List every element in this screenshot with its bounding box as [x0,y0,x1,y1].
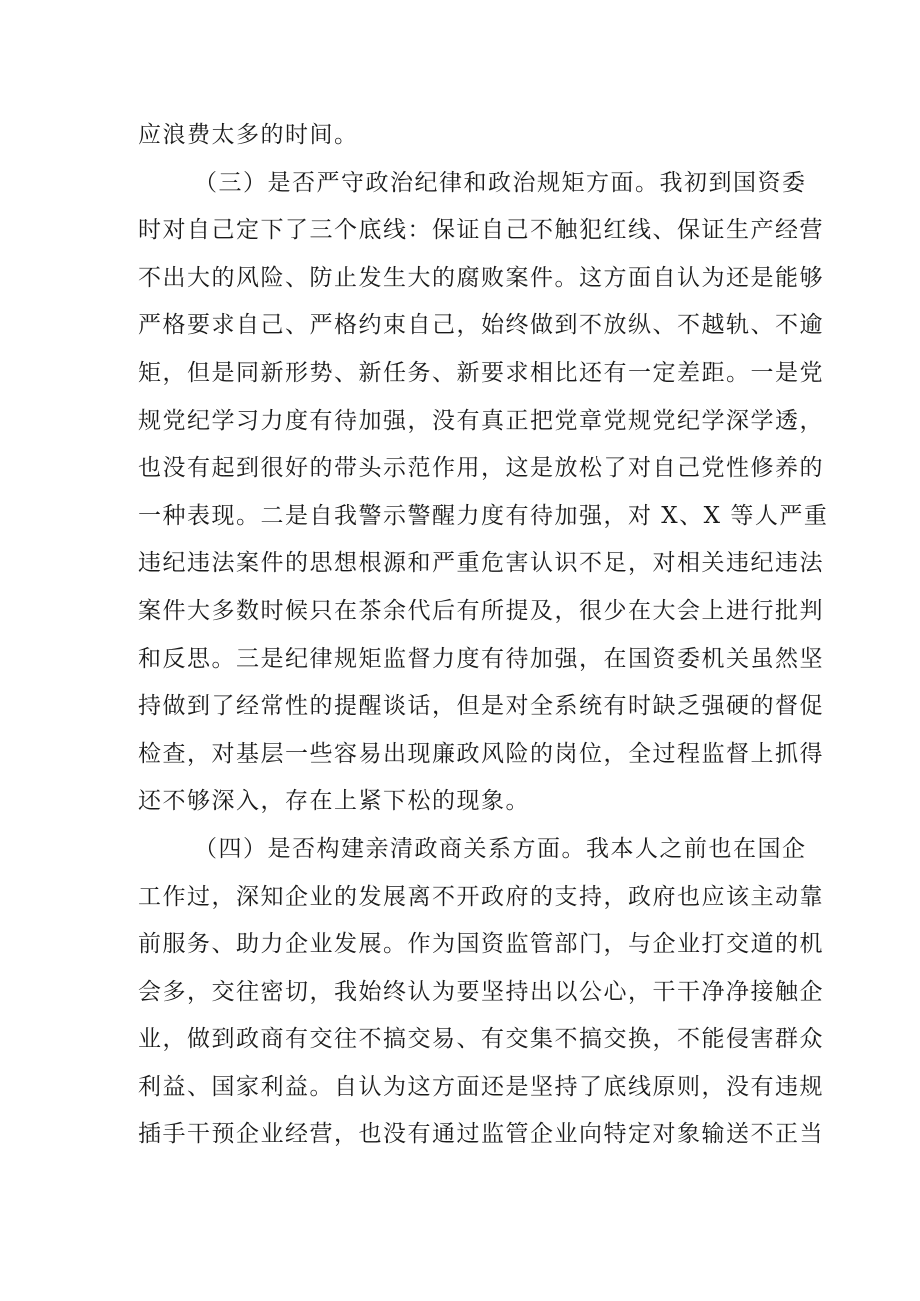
text-line: 违纪违法案件的思想根源和严重危害认识不足，对相关违纪违法 [138,550,824,577]
text-line: 也没有起到很好的带头示范作用，这是放松了对自己党性修养的 [138,455,824,482]
text-line: 规党纪学习力度有待加强，没有真正把党章党规党纪学深学透， [138,407,824,434]
text-line: 会多，交往密切，我始终认为要坚持出以公心，干干净净接触企 [138,978,824,1005]
text-line: 检查，对基层一些容易出现廉政风险的岗位，全过程监督上抓得 [138,740,824,767]
text-line: 严格要求自己、严格约束自己，始终做到不放纵、不越轨、不逾 [138,312,824,339]
paragraph-first-line: （三）是否严守政治纪律和政治规矩方面。我初到国资委 [194,169,807,196]
text-line: 插手干预企业经营，也没有通过监管企业向特定对象输送不正当 [138,1121,824,1148]
text-line: 应浪费太多的时间。 [138,122,359,148]
text-line: 矩，但是同新形势、新任务、新要求相比还有一定差距。一是党 [138,359,824,386]
text-line: 时对自己定下了三个底线：保证自己不触犯红线、保证生产经营 [138,217,824,244]
text-line: 案件大多数时候只在茶余代后有所提及，很少在大会上进行批判 [138,597,824,624]
text-line: 还不够深入，存在上紧下松的现象。 [138,788,530,815]
text-line: 一种表现。二是自我警示警醒力度有待加强，对 X、X 等人严重 [138,502,829,529]
text-line: 前服务、助力企业发展。作为国资监管部门，与企业打交道的机 [138,931,824,958]
paragraph-first-line: （四）是否构建亲清政商关系方面。我本人之前也在国企 [194,835,807,862]
text-line: 利益、国家利益。自认为这方面还是坚持了底线原则，没有违规 [138,1073,824,1100]
text-line: 持做到了经常性的提醒谈话，但是对全系统有时缺乏强硬的督促 [138,693,824,720]
text-line: 工作过，深知企业的发展离不开政府的支持，政府也应该主动靠 [138,883,824,910]
document-body [138,112,829,1159]
text-line: 不出大的风险、防止发生大的腐败案件。这方面自认为还是能够 [138,264,824,291]
text-line: 业，做到政商有交往不搞交易、有交集不搞交换，不能侵害群众 [138,1026,824,1053]
text-line: 和反思。三是纪律规矩监督力度有待加强，在国资委机关虽然坚 [138,645,824,672]
